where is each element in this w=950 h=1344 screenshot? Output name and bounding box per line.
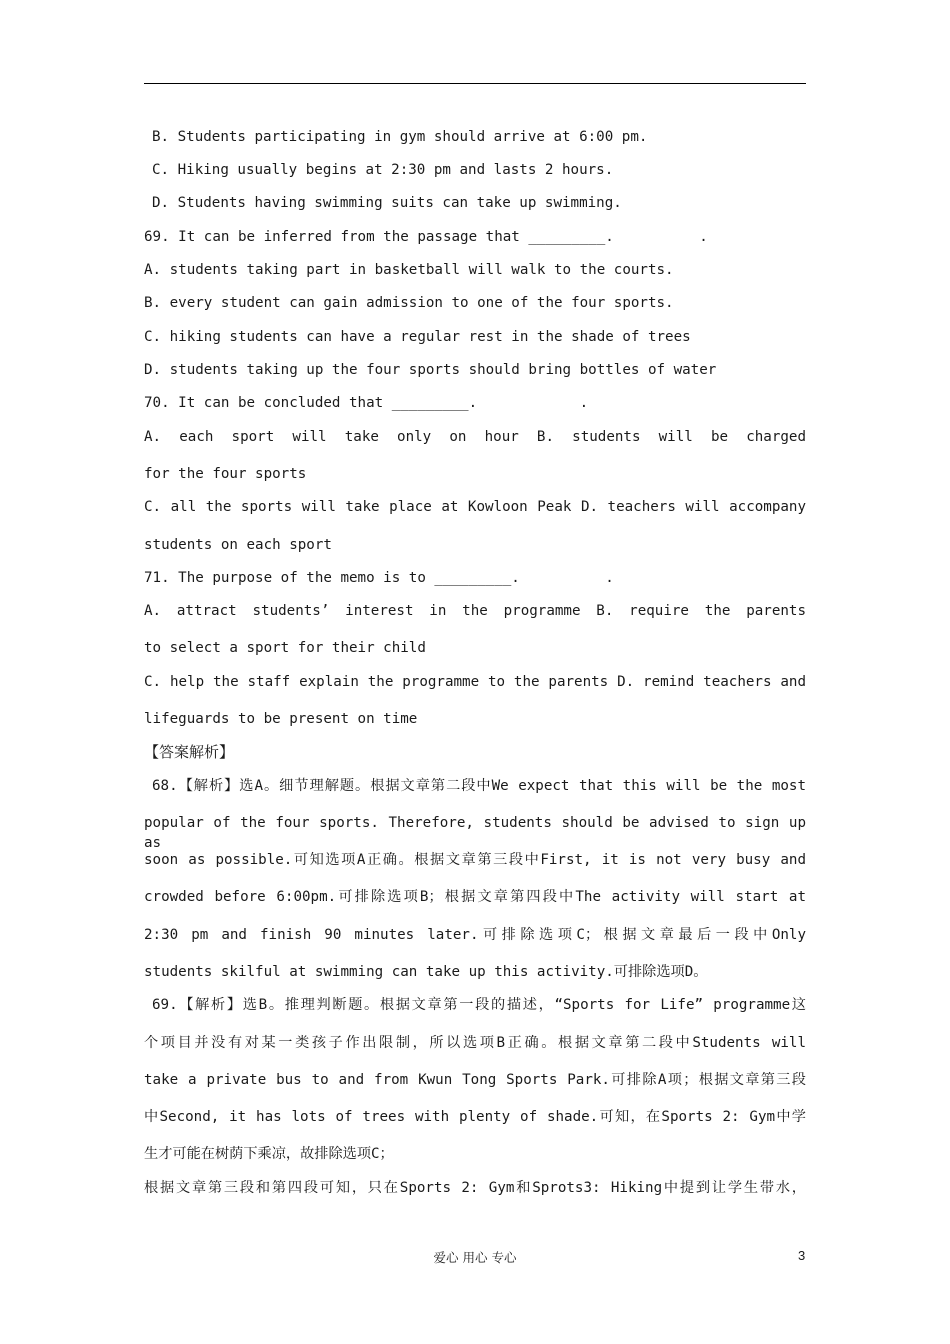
q71-options-ab: A. attract students’ interest in the programme B. require the parents [144,603,806,619]
q69-option-c: C. hiking students can have a regular rest in the shade of trees [144,329,691,345]
q71-stem: 71. The purpose of the memo is to _________. . [144,570,614,586]
q70-options-cd: C. all the sports will take place at Kowloon Peak D. teachers will accompany [144,499,806,515]
q71-options-ab-cont: to select a sport for their child [144,640,426,656]
q69-option-a: A. students taking part in basketball will walk to the courts. [144,262,674,278]
a68-line: students skilful at swimming can take up this activity.可排除选项D。 [144,964,708,980]
q71-options-cd-cont: lifeguards to be present on time [144,711,418,727]
a69-line: 中Second, it has lots of trees with plenty of shade.可知，在Sports 2: Gym中学 [144,1109,806,1125]
q70-options-ab: A. each sport will take only on hour B. students will be charged [144,429,806,445]
answers-heading: 【答案解析】 [144,743,235,761]
a69-line: 69.【解析】选B。推理判断题。根据文章第一段的描述，“Sports for Life” programme这 [152,997,806,1013]
a68-line: popular of the four sports. Therefore, students should be advised to sign up as [144,815,806,851]
a69-line: 根据文章第三段和第四段可知，只在Sports 2: Gym和Sprots3: Hiking中提到让学生带水， [144,1180,806,1196]
q70-options-cd-cont: students on each sport [144,537,332,553]
q71-options-cd: C. help the staff explain the programme to the parents D. remind teachers and [144,674,806,690]
a69-line: 生才可能在树荫下乘凉，故排除选项C； [144,1146,394,1162]
a68-line: soon as possible.可知选项A正确。根据文章第三段中First, it is not very busy and [144,852,806,868]
a69-line: take a private bus to and from Kwun Tong Sports Park.可排除A项；根据文章第三段 [144,1072,806,1088]
q68-option-b: B. Students participating in gym should arrive at 6:00 pm. [152,129,648,145]
a69-line: 个项目并没有对某一类孩子作出限制，所以选项B正确。根据文章第二段中Students will [144,1035,806,1051]
q69-stem: 69. It can be inferred from the passage that _________. . [144,229,708,245]
q70-options-ab-cont: for the four sports [144,466,307,482]
header-rule [144,83,806,84]
q68-option-d: D. Students having swimming suits can take up swimming. [152,195,622,211]
a68-line: 68.【解析】选A。细节理解题。根据文章第二段中We expect that this will be the most [152,778,806,794]
q68-option-c: C. Hiking usually begins at 2:30 pm and lasts 2 hours. [152,162,614,178]
page-footer: 爱心 用心 专心 [433,1250,517,1265]
q70-stem: 70. It can be concluded that _________. . [144,395,589,411]
page-number: 3 [798,1248,806,1263]
a68-line: 2:30 pm and finish 90 minutes later.可排除选项C；根据文章最后一段中Only [144,927,806,943]
a68-line: crowded before 6:00pm.可排除选项B；根据文章第四段中The activity will start at [144,889,806,905]
q69-option-d: D. students taking up the four sports should bring bottles of water [144,362,717,378]
q69-option-b: B. every student can gain admission to one of the four sports. [144,295,674,311]
